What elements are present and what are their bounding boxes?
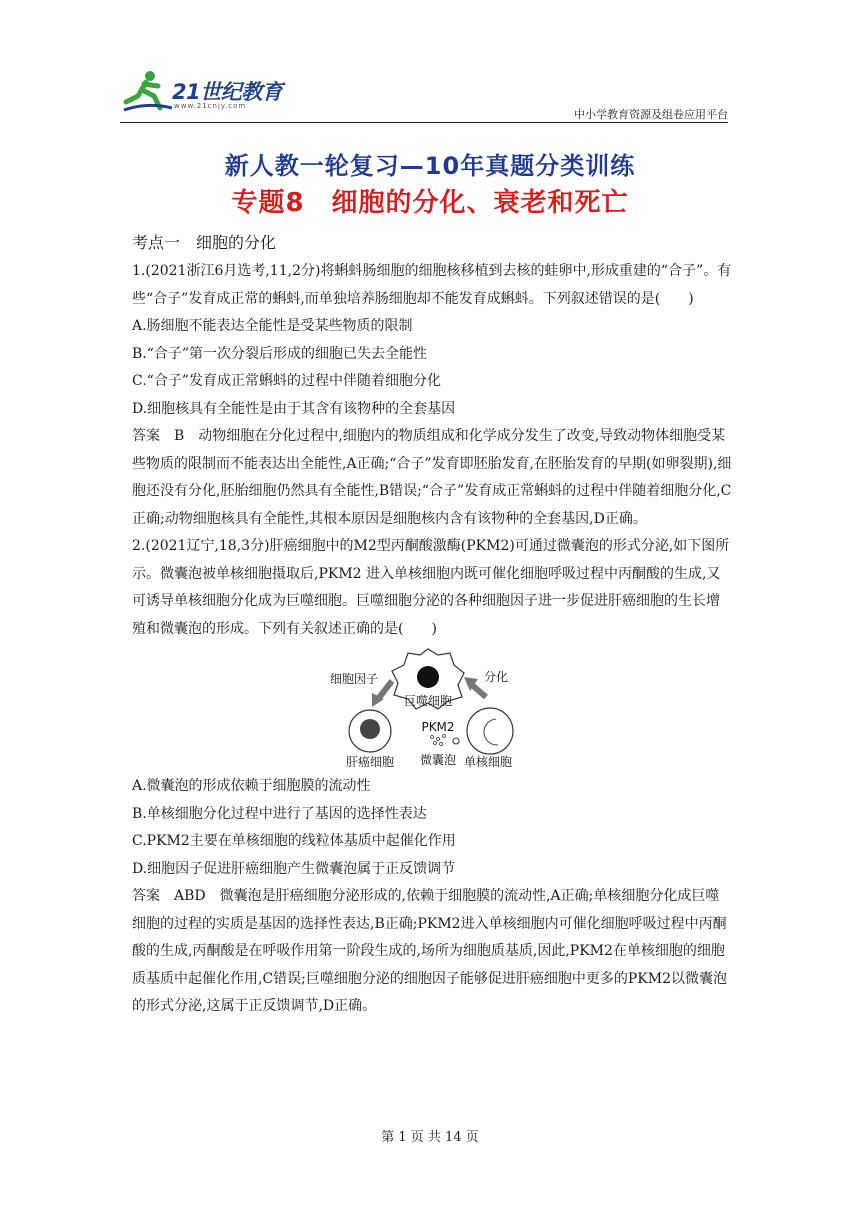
differentiation-arrow — [472, 685, 486, 697]
cytokine-arrow — [378, 681, 392, 699]
question-1-option-d: D.细胞核具有全能性是由于其含有该物种的全套基因 — [132, 400, 456, 417]
main-content — [132, 228, 732, 1021]
logo — [120, 68, 300, 114]
section-heading: 考点一 细胞的分化 — [132, 233, 277, 252]
question-2-option-b: B.单核细胞分化过程中进行了基因的选择性表达 — [132, 805, 427, 822]
microvesicle-label: 微囊泡 — [419, 753, 457, 767]
question-2-option-a: A.微囊泡的形成依赖于细胞膜的流动性 — [132, 778, 371, 794]
liver-cancer-label: 肝癌细胞 — [345, 755, 395, 769]
cytokine-label: 细胞因子 — [330, 672, 379, 686]
page-number: 第 1 页 共 14 页 — [381, 1130, 479, 1145]
question-1-option-b: B.“合子”第一次分裂后形成的细胞已失去全能性 — [132, 345, 428, 362]
macrophage-label: 巨噬细胞 — [403, 694, 453, 708]
question-1-option-c: C.“合子”发育成正常蝌蚪的过程中伴随着细胞分化 — [132, 373, 441, 389]
macrophage-nucleus — [417, 666, 439, 688]
logo-text: 21世纪教育 — [172, 80, 283, 104]
pkm2-label: PKM2 — [421, 720, 455, 734]
cell-diagram — [132, 645, 732, 769]
page-title: 新人教一轮复习—10年真题分类训练 — [224, 152, 636, 180]
microvesicle — [453, 738, 459, 744]
monocyte-cell — [467, 708, 513, 754]
question-2-option-d: D.细胞因子促进肝癌细胞产生微囊泡属于正反馈调节 — [132, 860, 456, 877]
question-2-answer: 答案 ABD 微囊泡是肝癌细胞分泌形成的,依赖于细胞膜的流动性,A正确;单核细胞分化成巨噬细胞的过程的实质是基因的选择性表达,B正确;PKM2进入单核细胞内可催化细胞呼吸过程中丙酮酸的生成,丙酮酸是在呼吸作用第一阶段生成的,场所为细胞质基质,因此,PKM2在单核细胞的细胞质基质中起催化作用,C错误;巨噬细胞分泌的细胞因子能够促进肝癌细胞中更多的PKM2以微囊泡的形式分泌,这属于正反馈调节,D正确。 — [132, 888, 727, 1014]
platform-name: 中小学教育资源及组卷应用平台 — [574, 108, 728, 121]
question-1-answer: 答案 B 动物细胞在分化过程中,细胞内的物质组成和化学成分发生了改变,导致动物体细胞受某些物质的限制而不能表达出全能性,A正确;“合子”发育即胚胎发育,在胚胎发育的早期(如卵裂期),细胞还没有分化,胚胎细胞仍然具有全能性,B错误;“合子”发育成正常蝌蚪的过程中伴随着细胞分化,C正确;动物细胞核具有全能性,其根本原因是细胞核内含有该物种的全套基因,D正确。 — [132, 428, 732, 527]
question-2-stem: 2.(2021辽宁,18,3分)肝癌细胞中的M2型丙酮酸激酶(PKM2)可通过微囊泡的形式分泌,如下图所示。微囊泡被单核细胞摄取后,PKM2 进入单核细胞内既可催化细胞呼吸过程中丙酮酸的生成,又可诱导单核细胞分化成为巨噬细胞。巨噬细胞分泌的各种细胞因子进一步促进肝癌细胞的生长增殖和微囊泡的形成。下列有关叙述正确的是( ) — [132, 538, 730, 637]
runner-logo-icon — [120, 68, 174, 114]
question-2-option-c: C.PKM2主要在单核细胞的线粒体基质中起催化作用 — [132, 833, 456, 849]
page-subtitle: 专题8 细胞的分化、衰老和死亡 — [231, 188, 629, 218]
liver-cancer-nucleus — [360, 719, 380, 739]
question-1-stem: 1.(2021浙江6月选考,11,2分)将蝌蚪肠细胞的细胞核移植到去核的蛙卵中,形成重建的“合子”。有些“合子”发育成正常的蝌蚪,而单独培养肠细胞却不能发育成蝌蚪。下列叙述错误的是( ) — [132, 263, 732, 307]
question-1-option-a: A.肠细胞不能表达全能性是受某些物质的限制 — [132, 318, 413, 334]
header-divider — [120, 122, 728, 123]
logo-subtext: www.21cnjy.com — [174, 102, 247, 110]
page-header — [120, 68, 728, 120]
differentiation-label: 分化 — [484, 670, 509, 684]
pkm2-particles — [431, 735, 446, 746]
monocyte-label: 单核细胞 — [463, 755, 513, 769]
